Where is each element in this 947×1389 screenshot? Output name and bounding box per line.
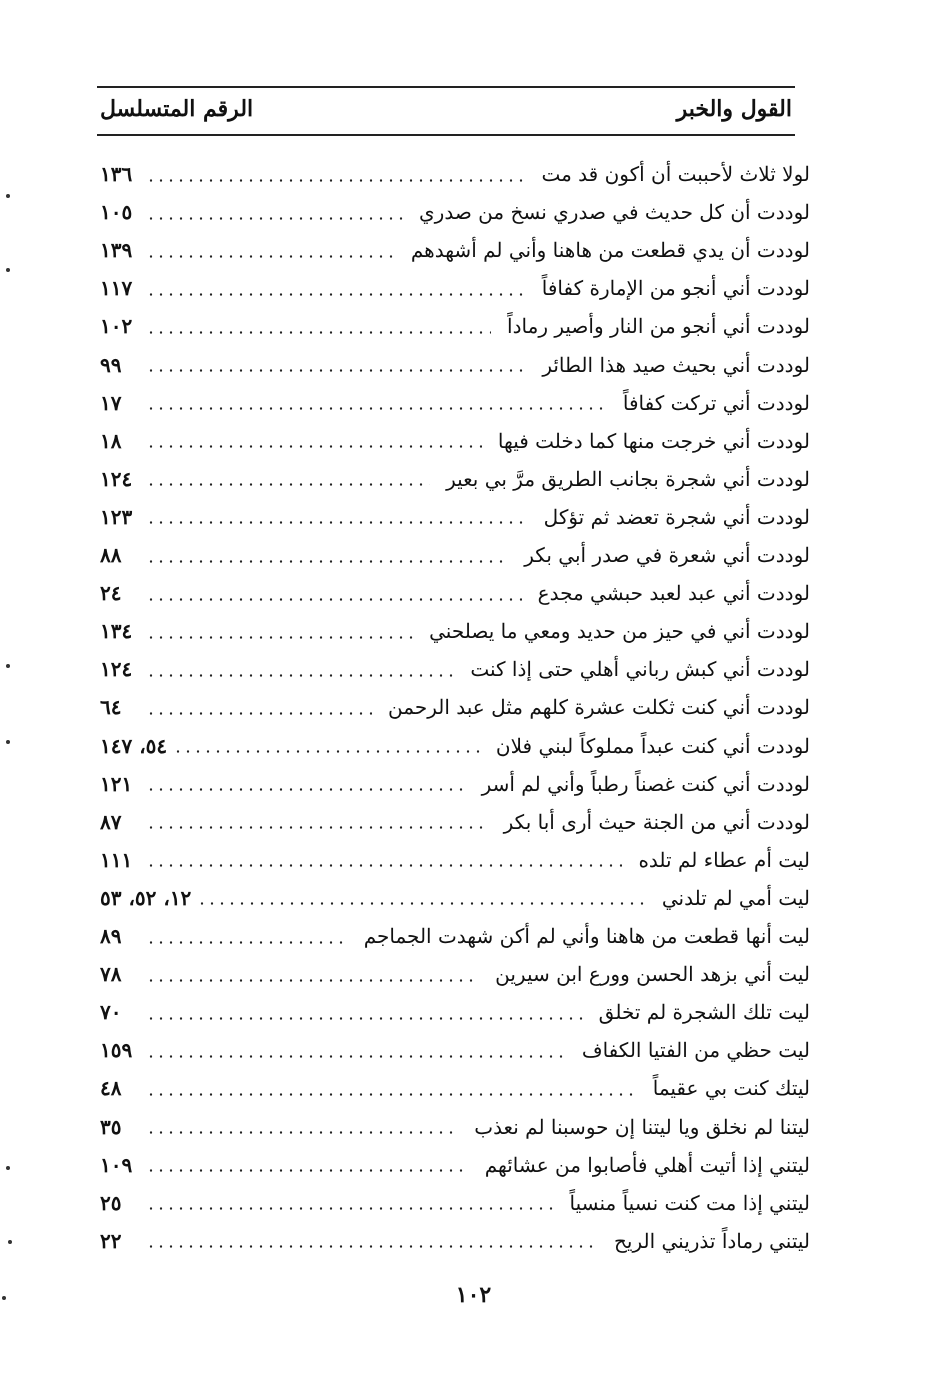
dot-leader xyxy=(146,331,491,334)
entry-serial-number: ٢٢ xyxy=(100,1228,122,1253)
dot-leader xyxy=(146,483,430,486)
index-entry xyxy=(100,1222,810,1260)
dot-leader xyxy=(146,521,528,524)
index-entry xyxy=(100,384,810,422)
entry-serial-number: ٧٠ xyxy=(100,1000,122,1025)
entry-saying: ليت حظي من الفتيا الكفاف xyxy=(581,1038,810,1063)
header-rule xyxy=(97,134,795,136)
index-entry xyxy=(100,460,810,498)
dot-leader xyxy=(197,902,646,905)
index-entry xyxy=(100,612,810,650)
entry-saying: ليت أمي لم تلدني xyxy=(661,885,810,910)
margin-speck xyxy=(6,268,10,272)
entry-saying: لوددت أني شجرة بجانب الطريق مرَّ بي بعير xyxy=(446,466,810,491)
dot-leader xyxy=(146,712,372,715)
index-entry xyxy=(100,841,810,879)
entry-saying: لوددت أني خرجت منها كما دخلت فيها xyxy=(497,428,810,453)
entry-saying: ليتني رماداً تذريني الريح xyxy=(613,1228,810,1253)
margin-speck xyxy=(8,1240,12,1244)
dot-leader xyxy=(146,1169,469,1172)
dot-leader xyxy=(146,636,413,639)
index-entry xyxy=(100,1146,810,1184)
entry-serial-number: ٤٨ xyxy=(100,1076,122,1101)
entry-saying: لولا ثلاث لأحببت أن أكون قد مت xyxy=(541,162,810,186)
entry-saying: لوددت أني كبش رباني أهلي حتى إذا كنت xyxy=(470,657,810,682)
entry-serial-number: ١٨ xyxy=(100,428,122,453)
index-entry xyxy=(100,1069,810,1107)
index-entry xyxy=(100,917,810,955)
index-entry xyxy=(100,803,810,841)
dot-leader xyxy=(146,1093,637,1096)
dot-leader xyxy=(146,407,607,410)
entry-saying: لوددت أني كنت غصناً رطباً وأني لم أسر xyxy=(481,771,810,796)
entry-saying: ليت أني بزهد الحسن وورع ابن سيرين xyxy=(495,962,810,987)
entry-serial-number: ١٠٥ xyxy=(100,200,133,225)
entry-serial-number: ١٠٢ xyxy=(100,314,133,339)
index-entry xyxy=(100,498,810,536)
entry-serial-number: ١٠٩ xyxy=(100,1152,133,1177)
dot-leader xyxy=(146,979,479,982)
entry-saying: لوددت أني شجرة تعضد ثم تؤكل xyxy=(543,504,810,529)
entry-serial-number: ١٣٤ xyxy=(100,619,133,644)
index-entry xyxy=(100,879,810,917)
dot-leader xyxy=(146,598,522,601)
dot-leader xyxy=(146,445,482,448)
entry-serial-number: ٨٩ xyxy=(100,924,122,948)
entry-saying: لوددت أني كنت ثكلت عشرة كلهم مثل عبد الرحمن xyxy=(388,695,810,720)
entry-serial-number: ٩٩ xyxy=(100,352,122,377)
entry-serial-number: ١٣٩ xyxy=(100,238,133,263)
index-entry xyxy=(100,727,810,765)
index-entry xyxy=(100,346,810,384)
entry-serial-number: ١٢، ٥٢، ٥٣ xyxy=(100,885,192,910)
entry-saying: ليت أنها قطعت من هاهنا وأني لم أكن شهدت الجماجم xyxy=(363,924,810,948)
margin-speck xyxy=(6,664,10,668)
entry-serial-number: ١٢٤ xyxy=(100,466,133,491)
index-entries xyxy=(100,155,810,1255)
index-entry xyxy=(100,688,810,726)
dot-leader xyxy=(146,788,466,791)
dot-leader xyxy=(146,217,403,220)
dot-leader xyxy=(146,864,622,867)
index-entry xyxy=(100,536,810,574)
dot-leader xyxy=(173,750,480,753)
dot-leader xyxy=(146,1131,458,1134)
entry-saying: لوددت أني من الجنة حيث أرى أبا بكر xyxy=(503,809,810,834)
dot-leader xyxy=(146,560,508,563)
entry-serial-number: ٣٥ xyxy=(100,1114,122,1139)
dot-leader xyxy=(146,941,348,944)
margin-speck xyxy=(6,194,10,198)
margin-speck xyxy=(6,1166,10,1170)
index-entry xyxy=(100,574,810,612)
entry-serial-number: ٨٨ xyxy=(100,543,122,567)
entry-saying: ليت أم عطاء لم تلده xyxy=(638,847,810,872)
dot-leader xyxy=(146,293,526,296)
entry-serial-number: ١٧ xyxy=(100,390,122,415)
entry-saying: لوددت أني عبد لعبد حبشي مجدع xyxy=(537,581,810,606)
margin-speck xyxy=(6,740,10,744)
index-entry xyxy=(100,955,810,993)
dot-leader xyxy=(146,674,454,677)
page-number: ١٠٢ xyxy=(455,1282,492,1308)
dot-leader xyxy=(146,255,395,258)
index-entry xyxy=(100,1108,810,1146)
entry-saying: ليتني إذا أتيت أهلي فأصابوا من عشائهم xyxy=(484,1152,810,1177)
entry-saying: لوددت أني أنجو من الإمارة كفافاً xyxy=(541,276,810,301)
entry-serial-number: ٨٧ xyxy=(100,809,122,834)
entry-saying: لوددت أني بحيث صيد هذا الطائر xyxy=(542,352,810,377)
dot-leader xyxy=(146,1017,583,1020)
entry-serial-number: ١٢٤ xyxy=(100,657,133,682)
entry-serial-number: ٢٤ xyxy=(100,581,122,606)
dot-leader xyxy=(146,1245,598,1248)
column-header-saying: القول والخبر xyxy=(676,96,792,122)
entry-saying: لوددت أني تركت كفافاً xyxy=(622,390,810,415)
entry-saying: ليتني إذا مت كنت نسياً منسياً xyxy=(569,1190,810,1215)
entry-serial-number: ١١٧ xyxy=(100,276,133,301)
index-entry xyxy=(100,307,810,345)
entry-serial-number: ١٢١ xyxy=(100,771,133,796)
entry-saying: لوددت أني أنجو من النار وأصير رماداً xyxy=(507,314,810,339)
entry-saying: لوددت أن كل حديث في صدري نسخ من صدري xyxy=(419,200,810,225)
margin-speck xyxy=(2,1296,6,1300)
entry-serial-number: ٥٤، ١٤٧ xyxy=(100,733,168,758)
entry-saying: لوددت أني في حيز من حديد ومعي ما يصلحني xyxy=(429,619,810,644)
entry-serial-number: ٢٥ xyxy=(100,1190,122,1215)
index-entry xyxy=(100,193,810,231)
dot-leader xyxy=(146,1207,554,1210)
entry-saying: ليتك كنت بي عقيماً xyxy=(652,1076,810,1101)
entry-saying: لوددت أني كنت عبداً مملوكاً لبني فلان xyxy=(495,733,810,758)
entry-saying: لوددت أني شعرة في صدر أبي بكر xyxy=(524,543,810,567)
dot-leader xyxy=(146,369,526,372)
index-entry xyxy=(100,765,810,803)
index-entry xyxy=(100,650,810,688)
dot-leader xyxy=(146,179,525,182)
entry-serial-number: ١٥٩ xyxy=(100,1038,133,1063)
entry-serial-number: ١٣٦ xyxy=(100,162,133,186)
entry-serial-number: ١١١ xyxy=(100,847,133,872)
index-entry xyxy=(100,1184,810,1222)
entry-serial-number: ٧٨ xyxy=(100,962,122,987)
top-rule xyxy=(97,86,795,88)
entry-serial-number: ٦٤ xyxy=(100,695,122,720)
index-entry xyxy=(100,993,810,1031)
dot-leader xyxy=(146,1055,566,1058)
index-entry xyxy=(100,155,810,193)
entry-serial-number: ١٢٣ xyxy=(100,504,133,529)
entry-saying: لوددت أن يدي قطعت من هاهنا وأني لم أشهدهم xyxy=(410,238,810,263)
dot-leader xyxy=(146,826,488,829)
index-entry xyxy=(100,422,810,460)
entry-saying: ليتنا لم نخلق ويا ليتنا إن حوسبنا لم نعذب xyxy=(474,1114,810,1139)
index-entry xyxy=(100,269,810,307)
index-entry xyxy=(100,231,810,269)
index-entry xyxy=(100,1031,810,1069)
entry-saying: ليت تلك الشجرة لم تخلق xyxy=(598,1000,810,1025)
column-header-serial-number: الرقم المتسلسل xyxy=(100,96,254,122)
